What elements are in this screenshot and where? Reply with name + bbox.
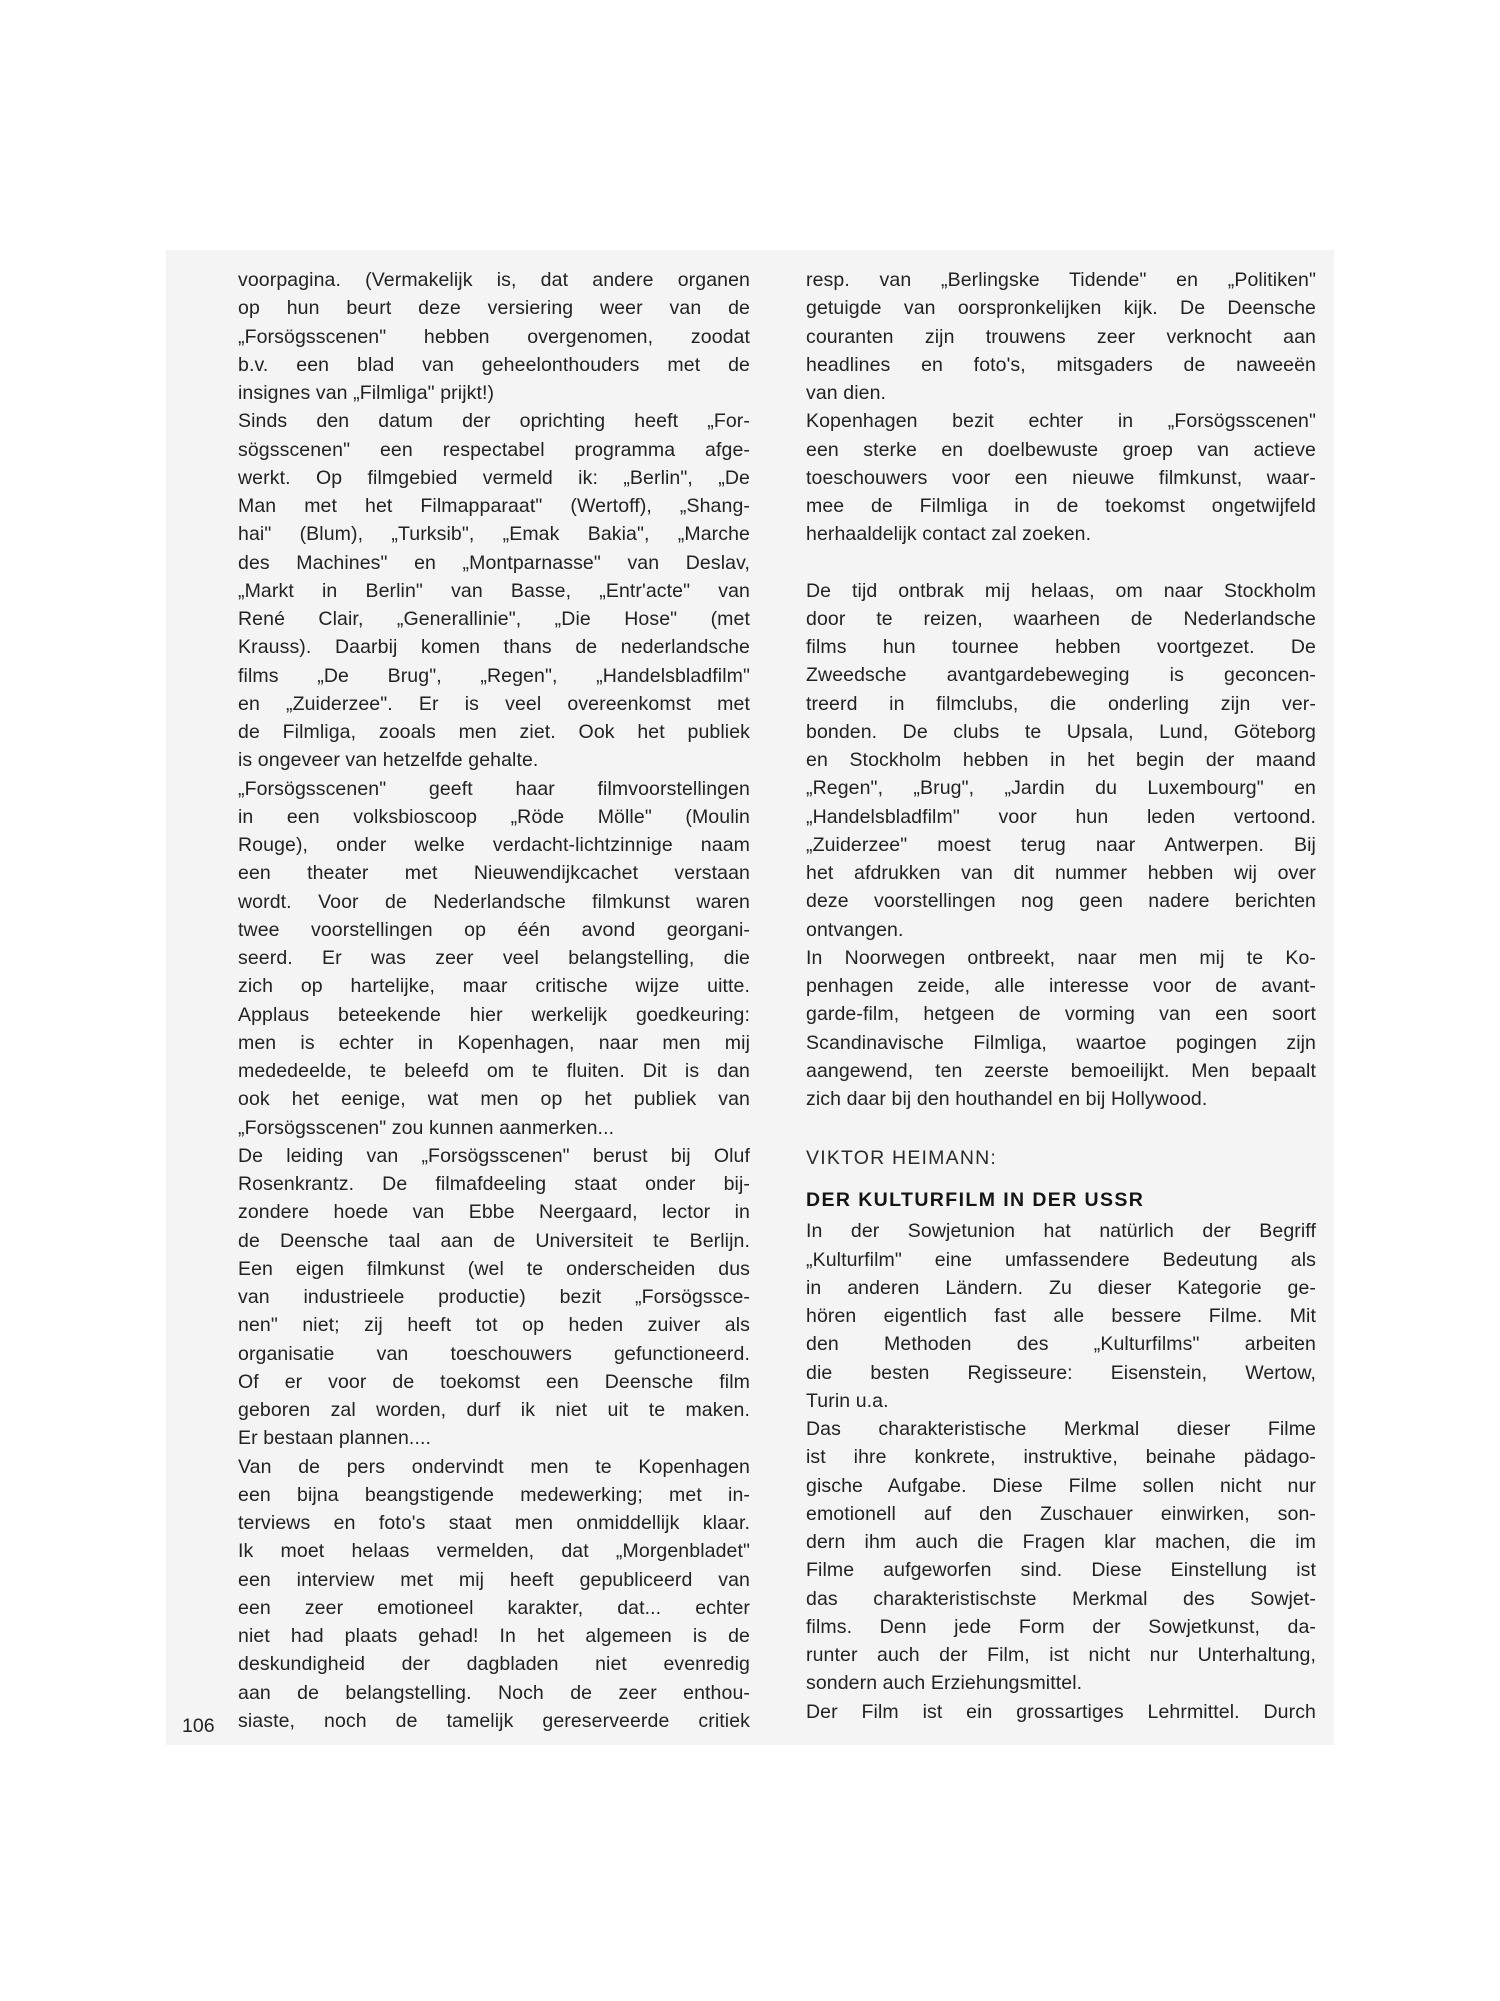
text-line: Sinds den datum der oprichting heeft „For- (238, 410, 750, 433)
text-line: een zeer emotioneel karakter, dat... echter (238, 1596, 750, 1619)
text-line: in anderen Ländern. Zu dieser Kategorie ge- (806, 1276, 1316, 1299)
text-line: sögsscenen" een respectabel programma afge- (238, 438, 750, 461)
text-line: bonden. De clubs te Upsala, Lund, Göteborg (806, 720, 1316, 743)
text-line: voorpagina. (Vermakelijk is, dat andere organen (238, 269, 750, 291)
text-line: deze voorstellingen nog geen nadere berichten (806, 890, 1316, 913)
text-line: door te reizen, waarheen de Nederlandsche (806, 607, 1316, 630)
text-line: een theater met Nieuwendijkcachet verstaan (238, 862, 750, 885)
text-line: ook het eenige, wat men op het publiek van (238, 1088, 750, 1111)
text-line: ist ihre konkrete, instruktive, beinahe pädago- (806, 1446, 1316, 1469)
text-line: Kopenhagen bezit echter in „Forsögsscenen" (806, 410, 1316, 433)
text-line: siaste, noch de tamelijk gereserveerde critiek (238, 1709, 750, 1732)
text-line: couranten zijn trouwens zeer verknocht aan (806, 325, 1316, 348)
text-line: Applaus beteekende hier werkelijk goedkeuring: (238, 1003, 750, 1026)
text-line: Der Film ist ein grossartiges Lehrmittel. Durch (806, 1700, 1316, 1723)
text-line: films hun tournee hebben voortgezet. De (806, 636, 1316, 658)
article-body (806, 1217, 1316, 1726)
text-line: sondern auch Erziehungsmittel. (806, 1672, 1083, 1695)
text-line: terviews en foto's staat men onmiddellijk klaar. (238, 1512, 750, 1534)
text-line: das charakteristischste Merkmal des Sowjet- (806, 1587, 1316, 1610)
text-line: Er bestaan plannen.... (238, 1427, 432, 1450)
text-line: en Stockholm hebben in het begin der maand (806, 749, 1316, 771)
text-line: is ongeveer van hetzelfde gehalte. (238, 749, 539, 772)
text-line: hören eigentlich fast alle bessere Filme. Mit (806, 1305, 1316, 1327)
text-line: dern ihm auch die Fragen klar machen, die im (806, 1531, 1316, 1553)
text-line: en „Zuiderzee". Er is veel overeenkomst met (238, 692, 750, 715)
text-line: zich op hartelijke, maar critische wijze uitte. (238, 975, 750, 998)
text-line: een interview met mij heeft gepubliceerd van (238, 1568, 750, 1591)
text-line: Of er voor de toekomst een Deensche film (238, 1370, 750, 1393)
text-line: In Noorwegen ontbreekt, naar men mij te Ko- (806, 946, 1316, 969)
text-line: deskundigheid der dagbladen niet evenredig (238, 1653, 750, 1676)
text-line: René Clair, „Generallinie", „Die Hose" (met (238, 608, 750, 630)
text-line: nen" niet; zij heeft tot op heden zuiver als (238, 1314, 750, 1337)
text-line: den Methoden des „Kulturfilms" arbeiten (806, 1333, 1316, 1356)
section-spacer (806, 549, 1316, 577)
text-line: mededeelde, te beleefd om te fluiten. Dit is dan (238, 1060, 750, 1082)
text-line: toeschouwers voor een nieuwe filmkunst, waar- (806, 466, 1316, 489)
text-line: Zweedsche avantgardebeweging is geconcen- (806, 664, 1316, 687)
article-author: VIKTOR HEIMANN: (806, 1147, 997, 1170)
text-line: b.v. een blad van geheelonthouders met de (238, 353, 750, 376)
text-line: Rosenkrantz. De filmafdeeling staat onder bij- (238, 1173, 750, 1195)
text-line: het afdrukken van dit nummer hebben wij over (806, 862, 1316, 884)
text-line: men is echter in Kopenhagen, naar men mij (238, 1031, 750, 1054)
text-line: getuigde van oorspronkelijken kijk. De Deensche (806, 297, 1316, 320)
text-line: hai" (Blum), „Turksib", „Emak Bakia", „Marche (238, 523, 750, 546)
text-line: „Handelsbladfilm" voor hun leden vertoond. (806, 805, 1316, 828)
text-line: gische Aufgabe. Diese Filme sollen nicht nur (806, 1474, 1316, 1497)
text-line: Krauss). Daarbij komen thans de nederlandsche (238, 636, 750, 659)
text-line: niet had plaats gehad! In het algemeen is de (238, 1625, 750, 1647)
text-line: Rouge), onder welke verdacht-lichtzinnige naam (238, 834, 750, 856)
text-line: in een volksbioscoop „Röde Mölle" (Moulin (238, 805, 750, 828)
article-title: DER KULTURFILM IN DER USSR (806, 1189, 1145, 1212)
text-line: van dien. (806, 382, 887, 404)
text-line: treerd in filmclubs, die onderling zijn ver- (806, 692, 1316, 715)
text-line: „Regen", „Brug", „Jardin du Luxembourg" en (806, 777, 1316, 800)
text-line: de Filmliga, zooals men ziet. Ook het publiek (238, 721, 750, 743)
text-line: insignes van „Filmliga" prijkt!) (238, 382, 495, 404)
text-line: In der Sowjetunion hat natürlich der Begriff (806, 1220, 1316, 1243)
text-line: herhaaldelijk contact zal zoeken. (806, 523, 1092, 546)
text-line: garde-film, hetgeen de vorming van een soort (806, 1003, 1316, 1026)
text-line: De tijd ontbrak mij helaas, om naar Stockholm (806, 579, 1316, 602)
text-line: films. Denn jede Form der Sowjetkunst, da- (806, 1615, 1316, 1638)
text-line: een bijna beangstigende medewerking; met in- (238, 1483, 750, 1506)
text-line: twee voorstellingen op één avond georgani- (238, 918, 750, 941)
text-line: wordt. Voor de Nederlandsche filmkunst waren (238, 890, 750, 913)
text-line: des Machines" en „Montparnasse" van Deslav, (238, 551, 750, 574)
text-line: „Zuiderzee" moest terug naar Antwerpen. Bij (806, 833, 1316, 856)
text-line: „Markt in Berlin" van Basse, „Entr'acte" van (238, 579, 750, 602)
text-line: Filme aufgeworfen sind. Diese Einstellung ist (806, 1559, 1316, 1582)
right-column-block-stockholm (806, 577, 1316, 1114)
text-line: emotionell auf den Zuschauer einwirken, son- (806, 1502, 1316, 1525)
text-line: Turin u.a. (806, 1389, 889, 1412)
text-line: een sterke en doelbewuste groep van actieve (806, 438, 1316, 461)
text-line: penhagen zeide, alle interesse voor de avant- (806, 975, 1316, 997)
text-line: runter auch der Film, ist nicht nur Unterhaltung, (806, 1644, 1316, 1666)
text-line: Een eigen filmkunst (wel te onderscheiden dus (238, 1257, 750, 1280)
text-line: Scandinavische Filmliga, waartoe pogingen zijn (806, 1031, 1316, 1054)
text-line: geboren zal worden, durf ik niet uit te maken. (238, 1399, 750, 1421)
text-line: mee de Filmliga in de toekomst ongetwijfeld (806, 495, 1316, 517)
text-line: seerd. Er was zeer veel belangstelling, die (238, 947, 750, 969)
text-line: De leiding van „Forsögsscenen" berust bij Oluf (238, 1144, 750, 1167)
section-spacer (806, 1113, 1316, 1141)
text-line: films „De Brug", „Regen", „Handelsbladfilm" (238, 664, 750, 687)
text-line: „Forsögsscenen" hebben overgenomen, zoodat (238, 325, 750, 348)
text-line: op hun beurt deze versiering weer van de (238, 297, 750, 320)
text-line: ontvangen. (806, 918, 904, 941)
text-line: „Forsögsscenen" geeft haar filmvoorstellingen (238, 777, 750, 800)
text-line: „Kulturfilm" eine umfassendere Bedeutung als (806, 1248, 1316, 1271)
text-line: resp. van „Berlingske Tidende" en „Politiken" (806, 269, 1316, 291)
text-line: aan de belangstelling. Noch de zeer enthou- (238, 1681, 750, 1704)
heading-spacer (806, 1175, 1316, 1183)
page-number: 106 (182, 1715, 215, 1737)
text-line: Man met het Filmapparaat" (Wertoff), „Shang- (238, 495, 750, 517)
text-line: Van de pers ondervindt men te Kopenhagen (238, 1455, 750, 1478)
text-line: zich daar bij den houthandel en bij Hollywood. (806, 1088, 1208, 1110)
text-line: Ik moet helaas vermelden, dat „Morgenbladet" (238, 1540, 750, 1563)
text-line: werkt. Op filmgebied vermeld ik: „Berlin", „De (238, 466, 750, 489)
text-line: headlines en foto's, mitsgaders de naweeën (806, 353, 1316, 376)
text-line: Das charakteristische Merkmal dieser Filme (806, 1418, 1316, 1440)
text-line: „Forsögsscenen" zou kunnen aanmerken... (238, 1116, 615, 1139)
right-column (806, 266, 1316, 1726)
text-line: zondere hoede van Ebbe Neergaard, lector in (238, 1201, 750, 1224)
right-column-block-copenhagen (806, 266, 1316, 549)
text-line: van industrieele productie) bezit „Forsögssce- (238, 1286, 750, 1308)
left-column (238, 266, 750, 1735)
text-line: de Deensche taal aan de Universiteit te Berlijn. (238, 1229, 750, 1252)
text-line: aangewend, ten zeerste bemoeilijkt. Men bepaalt (806, 1059, 1316, 1082)
text-line: die besten Regisseure: Eisenstein, Wertow, (806, 1361, 1316, 1384)
text-line: organisatie van toeschouwers gefunctioneerd. (238, 1342, 750, 1365)
